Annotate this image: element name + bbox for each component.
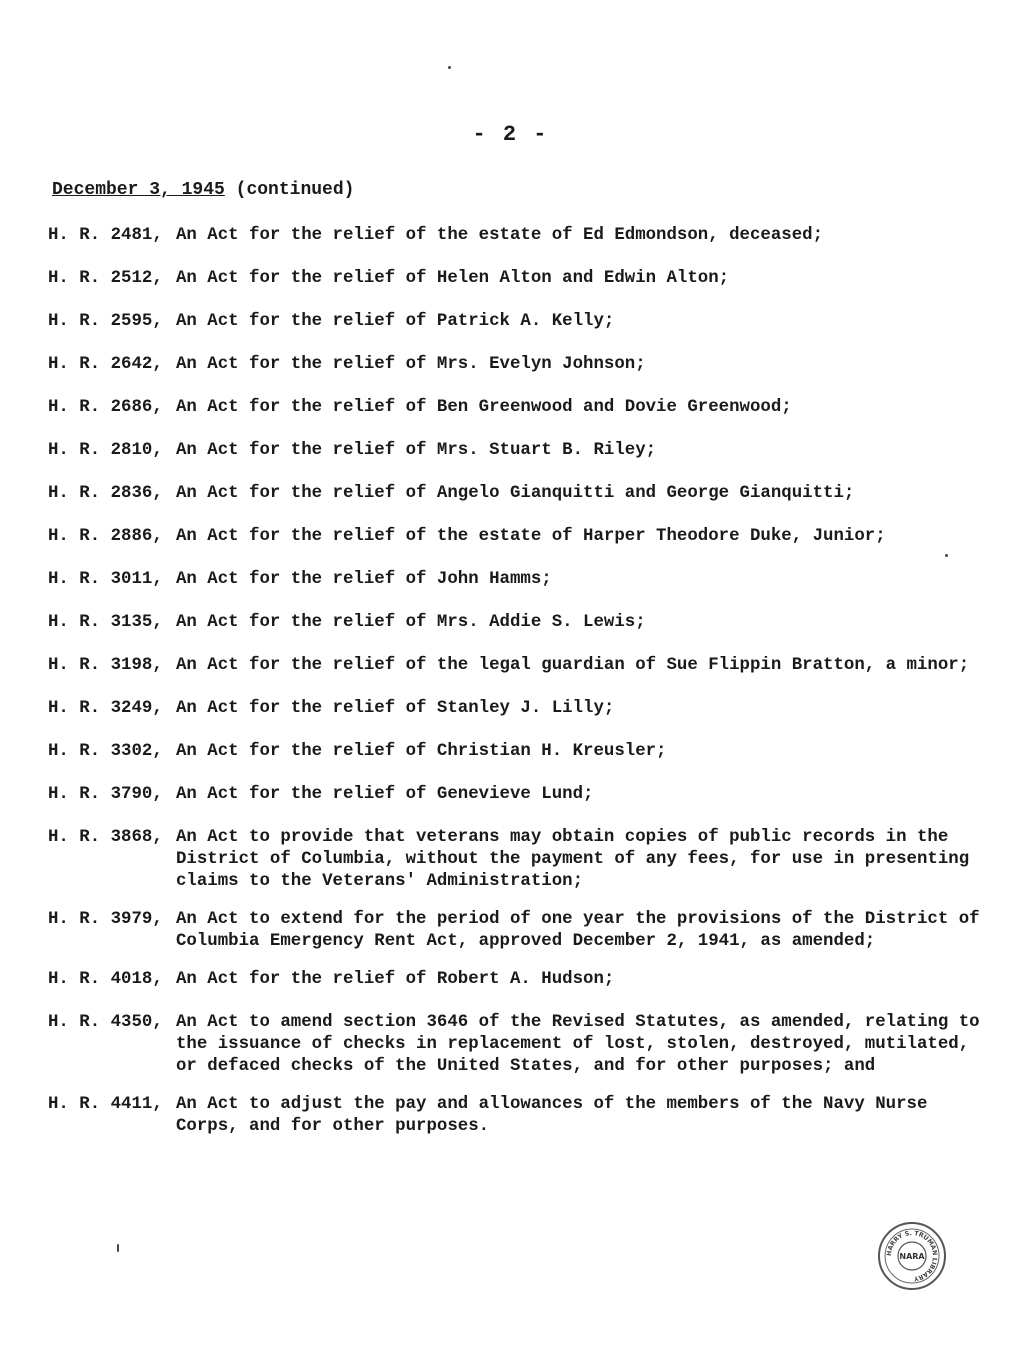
bill-title: An Act for the relief of Angelo Gianquitti and George Gianquitti; (176, 484, 855, 503)
bill-entry (48, 1094, 998, 1138)
scan-speck (945, 554, 948, 557)
bill-number: H. R. 3135, (48, 613, 163, 632)
bill-entry (48, 354, 998, 376)
page-number: - 2 - (472, 122, 549, 147)
bill-title: An Act for the relief of Helen Alton and Edwin Alton; (176, 269, 730, 288)
bill-number: H. R. 3249, (48, 699, 163, 718)
bill-title: An Act to amend section 3646 of the Revised Statutes, as amended, relating to the issuance of checks in replacement of lost, stolen, destroyed, mutilated, or defaced checks of the United States, and for other purposes; and (176, 1013, 980, 1076)
bill-title: An Act for the relief of Robert A. Hudson; (176, 970, 615, 989)
bill-number: H. R. 2886, (48, 527, 163, 546)
bill-entry (48, 909, 998, 953)
heading-suffix: (continued) (235, 180, 355, 200)
bill-title: An Act for the relief of Ben Greenwood and Dovie Greenwood; (176, 398, 792, 417)
bill-title: An Act for the relief of the estate of Harper Theodore Duke, Junior; (176, 527, 886, 546)
bill-number: H. R. 2810, (48, 441, 163, 460)
bill-number: H. R. 2512, (48, 269, 163, 288)
bill-entry (48, 526, 998, 548)
seal-ring-text: HARRY S. TRUMAN LIBRARY (885, 1229, 939, 1282)
bill-entry (48, 612, 998, 634)
bill-title: An Act for the relief of Patrick A. Kelly; (176, 312, 615, 331)
bill-number: H. R. 4411, (48, 1095, 163, 1114)
bill-number: H. R. 4350, (48, 1013, 163, 1032)
bill-title: An Act for the relief of John Hamms; (176, 570, 552, 589)
bill-number: H. R. 3979, (48, 910, 163, 929)
bill-title: An Act to provide that veterans may obtain copies of public records in the District of Columbia, without the payment of any fees, for use in presenting claims to the Veterans' Administration; (176, 828, 970, 891)
bill-entry (48, 1012, 998, 1078)
bill-title: An Act for the relief of Christian H. Kreusler; (176, 742, 667, 761)
bill-number: H. R. 3790, (48, 785, 163, 804)
bill-number: H. R. 2595, (48, 312, 163, 331)
bill-title: An Act for the relief of Stanley J. Lilly; (176, 699, 615, 718)
section-heading (52, 180, 354, 200)
bill-number: H. R. 3011, (48, 570, 163, 589)
bill-title: An Act for the relief of Mrs. Stuart B. Riley; (176, 441, 657, 460)
library-seal-stamp (878, 1222, 946, 1290)
scan-speck (117, 1244, 119, 1252)
bill-entry (48, 397, 998, 419)
bill-entry (48, 483, 998, 505)
bill-entry (48, 741, 998, 763)
bill-title: An Act to extend for the period of one year the provisions of the District of Columbia Emergency Rent Act, approved December 2, 1941, as amended; (176, 910, 980, 951)
seal-icon (882, 1226, 942, 1286)
bill-entry (48, 311, 998, 333)
bill-entry (48, 440, 998, 462)
bill-entry (48, 569, 998, 591)
bill-entry (48, 827, 998, 893)
bill-number: H. R. 2836, (48, 484, 163, 503)
bill-entry (48, 784, 998, 806)
scan-speck (448, 66, 451, 69)
bill-entry (48, 225, 998, 247)
bill-title: An Act for the relief of the legal guardian of Sue Flippin Bratton, a minor; (176, 656, 970, 675)
bill-title: An Act for the relief of Mrs. Evelyn Johnson; (176, 355, 646, 374)
bill-number: H. R. 2686, (48, 398, 163, 417)
bill-title: An Act to adjust the pay and allowances of the members of the Navy Nurse Corps, and for other purposes. (176, 1095, 928, 1136)
bill-title: An Act for the relief of the estate of Ed Edmondson, deceased; (176, 226, 824, 245)
bill-number: H. R. 2642, (48, 355, 163, 374)
bill-number: H. R. 3198, (48, 656, 163, 675)
bill-number: H. R. 2481, (48, 226, 163, 245)
bill-list (48, 225, 998, 1154)
bill-entry (48, 268, 998, 290)
bill-title: An Act for the relief of Mrs. Addie S. Lewis; (176, 613, 646, 632)
heading-date: December 3, 1945 (52, 180, 225, 200)
seal-center-text: NARA (899, 1252, 925, 1261)
bill-entry (48, 969, 998, 991)
bill-number: H. R. 4018, (48, 970, 163, 989)
bill-number: H. R. 3868, (48, 828, 163, 847)
bill-number: H. R. 3302, (48, 742, 163, 761)
bill-entry (48, 655, 998, 677)
bill-entry (48, 698, 998, 720)
bill-title: An Act for the relief of Genevieve Lund; (176, 785, 594, 804)
